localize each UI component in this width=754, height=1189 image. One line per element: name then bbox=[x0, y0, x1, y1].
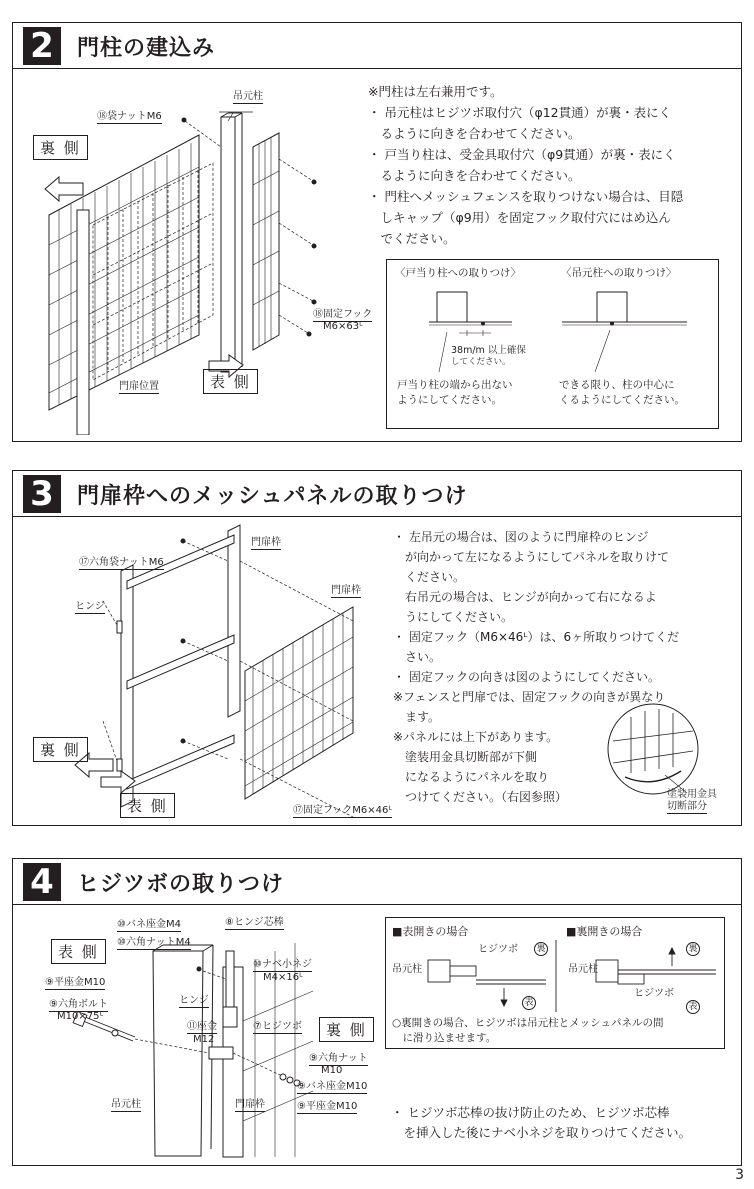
cut-part-detail-circle bbox=[605, 701, 701, 797]
section-2-text: ※門柱は左右兼用です。 ・ 吊元柱はヒジツボ取付穴（φ12貫通）が裏・表にく るように向きを合わせてください。 ・ 戸当り柱は、受金具取付穴（φ9貫通）が裏・表にく るように向きを合わせてください。 ・ 門柱へメッシュフェンスを取りつけない場合は、目隠 しキャップ（φ9用）を固定フック取付穴にはめ込ん でください。 bbox=[368, 84, 684, 246]
label-omote-side-4: 表 側 bbox=[51, 939, 106, 964]
label-hex-nut-m10-size: M10 bbox=[321, 1065, 343, 1076]
label-hinge-pin: ⑧ヒンジ芯棒 bbox=[225, 917, 284, 928]
ura-open-note: ○裏開きの場合、ヒジツボは吊元柱とメッシュパネルの間 に滑り込ませます。 bbox=[392, 1017, 664, 1044]
ura-mark-2: 裏 bbox=[686, 942, 700, 956]
post-mounting-note-box bbox=[386, 259, 719, 429]
section-4-title: ヒジツボの取りつけ bbox=[77, 872, 285, 897]
section-3-text: ・ 左吊元の場合は、図のように門扉枠のヒンジ が向かって左になるようにしてパネルを取りけて ください。 右吊元の場合は、ヒンジが向かって右になるよ うにしてください。 ・ 固定フック（M6×46ᴸ）は、6ヶ所取りつけてくだ さい。 ・ 固定フックの向きは図のようにしてください。 ※フェンスと門扉では、固定フックの向きが異なり ます。 ※パネルには上下があります。 塗装用金具切断部が下側 になるようにパネルを取り つけてください。（右図参照） bbox=[393, 530, 680, 804]
label-hinge: ヒンジ bbox=[75, 601, 105, 612]
hijitsubo-label-omote: ヒジツボ bbox=[478, 944, 518, 955]
tsuri-label-ura: 吊元柱 bbox=[568, 964, 598, 975]
section-2 bbox=[12, 22, 742, 442]
label-ura-side-3: 裏 側 bbox=[33, 737, 88, 762]
note-right-desc: できる限り、柱の中心に くるようにしてください。 bbox=[559, 379, 685, 406]
label-omote-side-3: 表 側 bbox=[120, 793, 175, 818]
tsuri-label-omote: 吊元柱 bbox=[392, 964, 422, 975]
label-hex-bolt: ⑨六角ボルト bbox=[49, 999, 108, 1010]
label-fixed-hook-3: ⑰固定フックM6×46ᴸ bbox=[293, 805, 392, 816]
label-spring-washer-m4: ⑩バネ座金M4 bbox=[117, 919, 181, 930]
omote-open-title: ■表開きの場合 bbox=[392, 925, 469, 938]
omote-mark-2: 表 bbox=[686, 1000, 700, 1014]
opening-direction-diagram bbox=[386, 940, 726, 1020]
label-cut-part-1: 塗装用金具 bbox=[667, 789, 717, 800]
label-cut-part-2: 切断部分 bbox=[667, 801, 707, 812]
section-4-header bbox=[13, 859, 741, 905]
label-hex-bag-nut: ⑰六角袋ナットM6 bbox=[79, 557, 164, 568]
omote-mark-1: 表 bbox=[522, 996, 536, 1010]
section-4-number: 4 bbox=[23, 863, 61, 901]
label-bag-nut: ⑱袋ナットM6 bbox=[97, 111, 162, 122]
note-left-desc: 戸当り柱の端から出ない ようにしてください。 bbox=[397, 379, 513, 406]
label-tsuri-post-4: 吊元柱 bbox=[111, 1099, 141, 1110]
label-ura-side-4: 裏 側 bbox=[319, 1017, 374, 1042]
note-dim-line-1: 38m/m 以上確保 bbox=[451, 345, 526, 356]
section-2-header bbox=[13, 23, 741, 69]
gate-frame-panel-illustration bbox=[23, 521, 363, 821]
label-hinge-4: ヒンジ bbox=[179, 995, 209, 1006]
label-washer-size: M12 bbox=[193, 1034, 215, 1045]
gate-post-illustration bbox=[23, 75, 353, 435]
section-2-number: 2 bbox=[23, 27, 61, 65]
note-dim-line-2: してください。 bbox=[451, 357, 511, 367]
section-4 bbox=[12, 858, 742, 1166]
section-3 bbox=[12, 470, 742, 826]
post-mounting-diagram bbox=[387, 282, 720, 392]
page-number: 3 bbox=[735, 1167, 744, 1183]
label-fixed-hook: ⑱固定フック bbox=[313, 309, 373, 320]
label-omote-side: 表 側 bbox=[203, 369, 258, 394]
label-ura-side: 裏 側 bbox=[33, 135, 88, 160]
note-left-title: 〈戸当り柱への取りつけ〉 bbox=[395, 267, 521, 279]
label-hex-nut-m10: ⑨六角ナット bbox=[309, 1053, 368, 1064]
label-flat-washer-m10: ⑨平座金M10 bbox=[45, 977, 106, 988]
ura-mark-1: 裏 bbox=[534, 942, 548, 956]
label-pan-screw-size: M4×16ᴸ bbox=[263, 972, 303, 983]
label-fixed-hook-size: M6×63ᴸ bbox=[323, 321, 363, 332]
label-spring-washer-m10: ⑨バネ座金M10 bbox=[297, 1081, 368, 1092]
section-4-text: ・ ヒジツボ芯棒の抜け防止のため、ヒジツボ芯棒 を挿入した後にナベ小ネジを取りつけてください。 bbox=[391, 1105, 692, 1140]
section-2-title: 門柱の建込み bbox=[77, 36, 216, 61]
opening-direction-box bbox=[385, 917, 725, 1049]
note-right-title: 〈吊元柱への取りつけ〉 bbox=[561, 267, 677, 279]
section-3-title: 門扉枠へのメッシュパネルの取りつけ bbox=[77, 484, 468, 509]
label-flat-washer-m10-b: ⑨平座金M10 bbox=[297, 1101, 358, 1112]
label-hex-bolt-size: M10×75ᴸ bbox=[57, 1011, 103, 1022]
section-3-number: 3 bbox=[23, 475, 61, 513]
label-pan-screw: ⑩ナベ小ネジ bbox=[253, 959, 312, 970]
label-hex-nut-m4: ⑩六角ナットM4 bbox=[117, 937, 191, 948]
label-washer-m12: ⑪座金 bbox=[187, 1021, 217, 1032]
section-3-header bbox=[13, 471, 741, 517]
label-tsuri-post: 吊元柱 bbox=[233, 91, 263, 102]
hijitsubo-label-ura: ヒジツボ bbox=[634, 988, 674, 999]
label-hijitsubo-part: ⑦ヒジツボ bbox=[253, 1021, 302, 1032]
label-gate-frame-4: 門扉枠 bbox=[235, 1099, 265, 1110]
label-gate-frame-right: 門扉枠 bbox=[331, 585, 361, 596]
label-gate-frame-top: 門扉枠 bbox=[251, 537, 281, 548]
label-gate-position: 門扉位置 bbox=[119, 381, 159, 392]
ura-open-title: ■裏開きの場合 bbox=[566, 925, 643, 938]
